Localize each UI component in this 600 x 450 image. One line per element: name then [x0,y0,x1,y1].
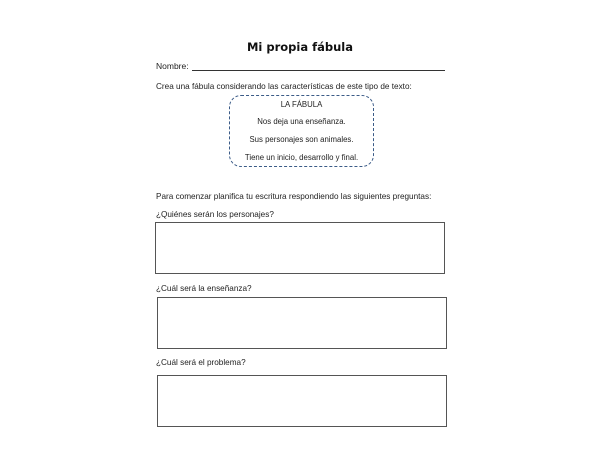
fable-characteristics-box [229,95,374,167]
question-characters: ¿Quiénes serán los personajes? [156,210,274,219]
answer-box-teaching[interactable] [157,297,447,349]
answer-box-characters[interactable] [155,222,445,274]
fable-point-structure: Tiene un inicio, desarrollo y final. [244,153,359,162]
fable-point-teaching: Nos deja una enseñanza. [257,117,346,126]
instruction-text: Crea una fábula considerando las características de este tipo de texto: [156,82,412,91]
page-title: Mi propia fábula [246,40,353,54]
question-teaching: ¿Cuál será la enseñanza? [156,284,252,293]
name-field[interactable] [192,61,445,71]
name-row [156,61,445,71]
fable-box-heading: LA FÁBULA [280,100,323,109]
fable-point-characters: Sus personajes son animales. [249,135,354,144]
question-problem: ¿Cuál será el problema? [156,358,246,367]
answer-box-problem[interactable] [157,375,447,427]
name-label: Nombre: [156,61,189,71]
planning-intro: Para comenzar planifica tu escritura respondiendo las siguientes preguntas: [156,192,432,201]
